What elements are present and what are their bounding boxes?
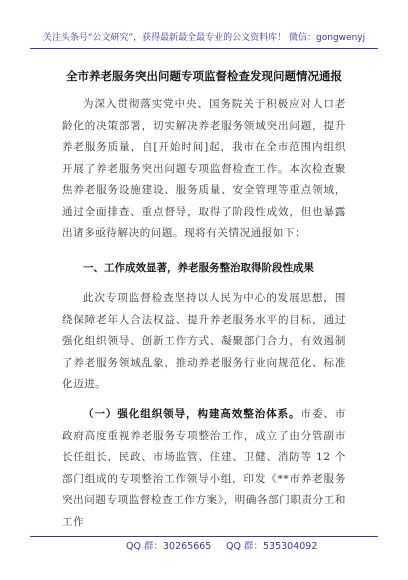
intro-paragraph: 为深入贯彻落实党中央、国务院关于积极应对人口老龄化的决策部署，切实解决养老服务领域突出问题，提升养老服务质量，自[开始时间]起，我市在全市范围内组织开展了养老服务突出问题专项监督检查工作。本次检查聚焦养老服务设施建设、服务质量、安全管理等重点领域，通过全面排查、重点督导，取得了阶段性成效，但也暴露出诸多亟待解决的问题。现将有关情况通报如下：	[62, 98, 346, 239]
header-divider	[30, 48, 378, 49]
document-title: 全市养老服务突出问题专项监督检查发现问题情况通报	[66, 69, 342, 83]
section-1-paragraph: 此次专项监督检查坚持以人民为中心的发展思想，围绕保障老年人合法权益、提升养老服务水平的目标，通过强化组织领导、创新工作方式、凝聚部门合力，有效遏制了养老服务领域乱象，推动养老服务行业向规范化、标准化迈进。	[62, 292, 346, 390]
subsection-1-heading: （一）强化组织领导，构建高效整治体系。	[83, 408, 301, 420]
footer-qq-group-2: QQ 群：535304092	[226, 541, 318, 552]
section-1-heading: 一、工作成效显著，养老服务整治取得阶段性成果	[83, 262, 314, 274]
footer-qq-group-1: QQ 群：30265665	[126, 541, 212, 552]
header-banner: 关注头条号“公文研究”，获得最新最全最专业的公文资料库！ 微信：gongwenyj	[42, 33, 366, 43]
footer-divider	[30, 536, 378, 537]
subsection-1-text: 市委、市政府高度重视养老服务专项整治工作，成立了由分管副市长任组长，民政、市场监管、住建、卫健、消防等 12 个部门组成的专项整治工作领导小组，印发《**市养老服务突出问题专项监督检查工作方案》，明确各部门职责分工和工作	[62, 408, 346, 528]
subsection-1-paragraph	[62, 404, 346, 533]
